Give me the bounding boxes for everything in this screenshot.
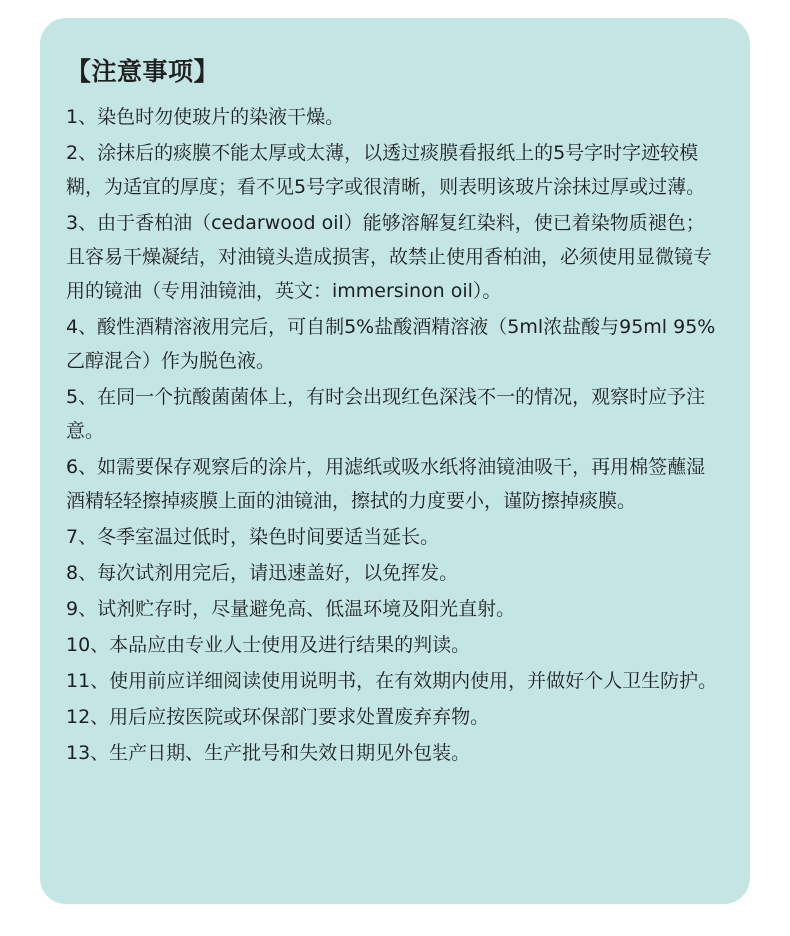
notice-item-8: 8、每次试剂用完后，请迅速盖好，以免挥发。 xyxy=(66,562,459,584)
notice-item-2: 2、涂抹后的痰膜不能太厚或太薄，以透过痰膜看报纸上的5号字时字迹较模糊，为适宜的厚度；看不见5号字或很清晰，则表明该玻片涂抹过厚或过薄。 xyxy=(66,142,706,198)
notice-item-12: 12、用后应按医院或环保部门要求处置废弃弃物。 xyxy=(66,706,490,728)
notice-item-6: 6、如需要保存观察后的涂片，用滤纸或吸水纸将油镜油吸干，再用棉签蘸湿酒精轻轻擦掉痰膜上面的油镜油，擦拭的力度要小，谨防擦掉痰膜。 xyxy=(66,456,706,512)
notice-item-9: 9、试剂贮存时，尽量避免高、低温环境及阳光直射。 xyxy=(66,598,516,620)
notice-item-13: 13、生产日期、生产批号和失效日期见外包装。 xyxy=(66,742,471,764)
notice-list xyxy=(66,100,722,770)
notice-card xyxy=(40,18,750,904)
notice-item-7: 7、冬季室温过低时，染色时间要适当延长。 xyxy=(66,526,440,548)
notice-item-10: 10、本品应由专业人士使用及进行结果的判读。 xyxy=(66,634,471,656)
notice-item-1: 1、染色时勿使玻片的染液干燥。 xyxy=(66,106,345,128)
notice-item-3: 3、由于香柏油（cedarwood oil）能够溶解复红染料，使已着染物质褪色；且容易干燥凝结，对油镜头造成损害，故禁止使用香柏油，必须使用显微镜专用的镜油（专用油镜油，英文：immersinon oil）。 xyxy=(66,212,713,302)
notice-title: 【注意事项】 xyxy=(66,57,220,86)
notice-item-4: 4、酸性酒精溶液用完后，可自制5%盐酸酒精溶液（5ml浓盐酸与95ml 95%乙醇混合）作为脱色液。 xyxy=(66,316,716,372)
notice-item-5: 5、在同一个抗酸菌菌体上，有时会出现红色深浅不一的情况，观察时应予注意。 xyxy=(66,386,706,442)
notice-item-11: 11、使用前应详细阅读使用说明书，在有效期内使用，并做好个人卫生防护。 xyxy=(66,670,718,692)
